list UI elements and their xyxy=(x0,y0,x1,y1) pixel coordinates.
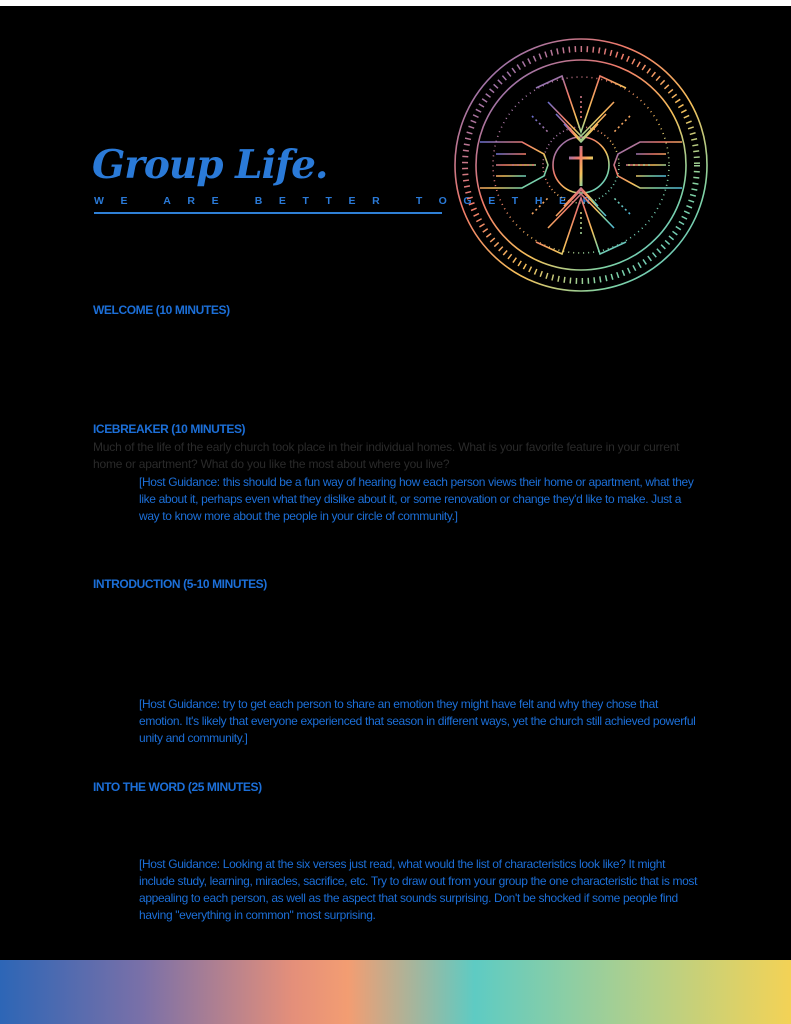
page-title: Group Life. xyxy=(92,142,328,188)
icebreaker-body: Much of the life of the early church took place in their individual homes. What is your favorite feature in your current home or apartment? What do you like the most about where you live? xyxy=(93,440,680,471)
section-heading-introduction: INTRODUCTION (5-10 MINUTES) xyxy=(93,577,267,591)
section-heading-icebreaker: ICEBREAKER (10 MINUTES) xyxy=(93,422,246,436)
circular-hands-cross-emblem-icon xyxy=(452,36,710,294)
top-margin-strip xyxy=(0,0,791,6)
icebreaker-host-guidance: [Host Guidance: this should be a fun way of hearing how each person views their home or apartment, what they like about it, perhaps even what they dislike about it, or some renovation or change they'd like to make. Just a way to know more about the people in your circle of community.] xyxy=(139,475,694,523)
section-heading-into-the-word: INTO THE WORD (25 MINUTES) xyxy=(93,780,262,794)
section-heading-welcome: WELCOME (10 MINUTES) xyxy=(93,303,230,317)
into-the-word-host-guidance: [Host Guidance: Looking at the six verses just read, what would the list of characteristics look like? It might include study, learning, miracles, sacrifice, etc. Try to draw out from your group the one characteristic that is most appealing to each person, as well as the aspect that sounds surprising. Don't be shocked if some people find having "everything in common" most surprising. xyxy=(139,857,698,922)
tagline: WE ARE BETTER TOGETHER xyxy=(94,195,607,207)
introduction-host-guidance: [Host Guidance: try to get each person to share an emotion they might have felt and why they chose that emotion. It's likely that everyone experienced that season in different ways, yet the church still achieved powerful unity and community.] xyxy=(139,697,696,745)
footer-gradient-bar xyxy=(0,960,791,1024)
title-divider xyxy=(94,212,442,214)
